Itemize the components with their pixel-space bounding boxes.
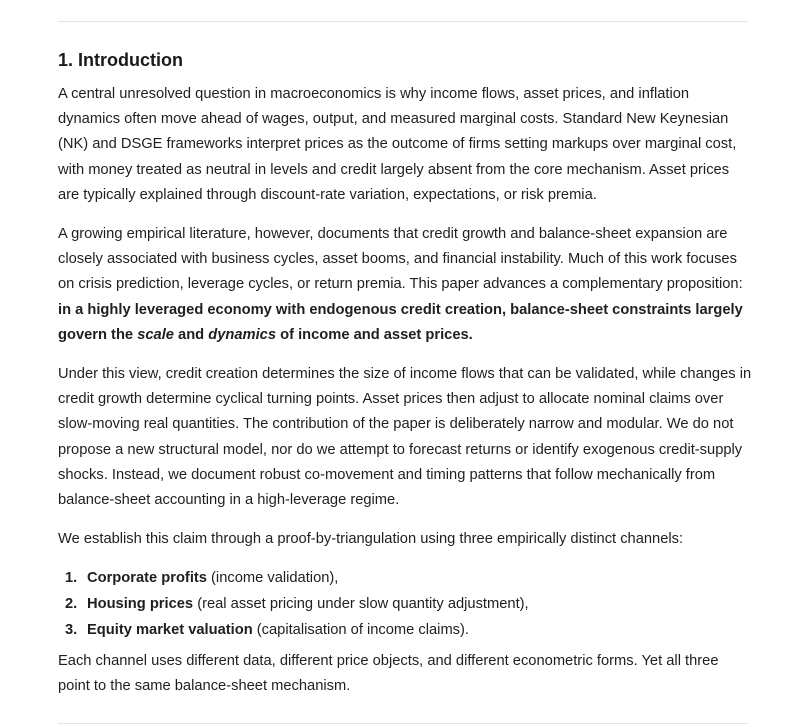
section-heading: 1. Introduction [58,50,183,70]
paragraph-1: A central unresolved question in macroeconomics is why income flows, asset prices, and inflation dynamics often move ahead of wages, output, and measured marginal costs. Standard New Keynesian (NK) and DSGE frameworks interpret prices as the outcome of firms setting markups over marginal cost, with money treated as neutral in levels and credit largely absent from the core mechanism. Asset prices are typically explained through discount-rate variation, expectations, or risk premia. [58,86,737,203]
proposition-and: and [178,326,205,343]
paragraph-3: Under this view, credit creation determines the size of income flows that can be validated, while changes in credit growth determine cyclical turning points. Asset prices then adjust to allocate nominal claims over slow-moving real quantities. The contribution of the paper is deliberately narrow and modular. We do not propose a new structural model, nor do we attempt to forecast returns or identify exogenous credit-supply shocks. Instead, we document robust co-movement and timing patterns that follow mechanically from balance-sheet accounting in a high-leverage regime. [58,366,752,509]
proposition-part-a: in a highly leveraged economy with endogenous credit creation, balance-sheet constraints largely govern the [58,301,743,343]
list-number: 1. [65,570,78,587]
list-item [58,566,752,592]
paragraph-5: Each channel uses different data, different price objects, and different econometric forms. Yet all three point to the same balance-sheet mechanism. [58,653,719,695]
channel-list [58,566,752,643]
list-item [58,618,752,644]
list-item-title: Housing prices [87,596,194,613]
list-item-desc: (income validation), [206,570,339,587]
list-item-desc: (capitalisation of income claims). [252,621,469,638]
paragraph-2-text: A growing empirical literature, however, documents that credit growth and balance-sheet expansion are closely associated with business cycles, asset booms, and financial instability. Much of this work focuses on crisis prediction, leverage cycles, or return premia. This paper advances a complementary proposition: [58,226,743,293]
list-number: 2. [65,596,78,613]
proposition-dynamics: dynamics [208,326,277,343]
section-content [58,46,752,714]
list-item-desc: (real asset pricing under slow quantity adjustment), [193,596,529,613]
bottom-divider [58,723,748,724]
proposition-part-b: of income and asset prices. [280,326,473,343]
paragraph-4: We establish this claim through a proof-by-triangulation using three empirically distinct channels: [58,531,684,548]
list-item-title: Corporate profits [87,570,207,587]
list-item-title: Equity market valuation [87,621,253,638]
key-proposition [58,302,743,343]
paragraph-2 [58,222,752,348]
list-number: 3. [65,621,78,638]
proposition-scale: scale [137,326,174,343]
top-divider [58,21,748,22]
list-item [58,592,752,618]
